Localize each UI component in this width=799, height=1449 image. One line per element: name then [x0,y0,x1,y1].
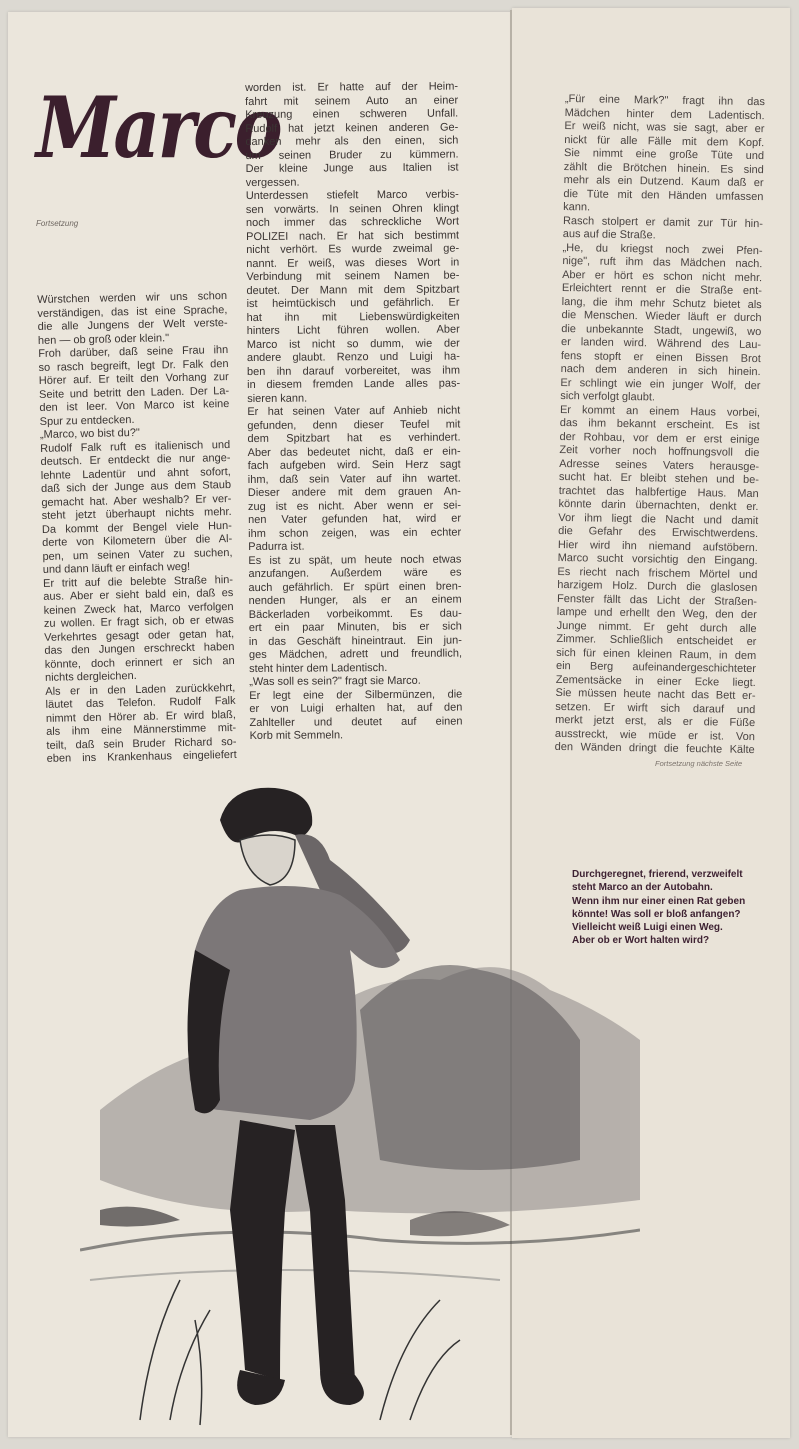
caption-line: Wenn ihm nur einer einen Rat geben [572,895,746,907]
text-line: ben ihn darauf vorbereitet, was ihm [246,364,461,378]
caption-line: Vielleicht weiß Luigi einen Weg. [572,922,723,934]
text-line: Er hat seinen Vater auf Anhieb nicht [247,404,461,418]
text-line: daß sich der Junge aus dem Staub [40,478,232,495]
text-line: um seinen Bruder zu kümmern. [245,148,459,162]
text-line: Kreuzung einen schweren Unfall. [245,107,459,121]
text-line: trachtet das halbfertige Haus. Man [558,484,759,500]
text-line: ein Berg aufeinandergeschichteter [555,659,757,676]
text-line: sich für einen kleinen Raum, in dem [556,646,757,662]
text-line: Mädchen hinter dem Ladentisch. [564,106,765,122]
text-line: Hörer auf. Er teilt den Vorhang zur [38,371,229,387]
text-line: zu wollen. Er fragt sich, ob er etwas [43,613,234,630]
text-line: auch gefährlich. Er spürt einen bren- [248,580,462,594]
text-line: „He, du kriegst noch zwei Pfen- [562,241,763,257]
text-line: POLIZEI nach. Er hat sich bestimmt [246,229,460,243]
text-line: Der kleine Junge aus Italien ist [245,161,459,175]
text-line: harzigem Holz. Durch die glaslosen [557,578,758,595]
text-line: und dann läuft er einfach weg! [42,560,191,576]
text-line: Bäckerladen vorbeikommt. Es dau- [248,607,462,621]
text-line: den Wänden dringt die feuchte Kälte [554,740,755,757]
text-line: nach dem anderen in sich hinein. [560,362,761,379]
text-line: aus. Aber er sieht bald ein, daß es [43,586,234,603]
text-line: verständigen, das ist eine Sprache, [37,303,228,320]
text-line: ert ein paar Minuten, bis er sich [248,620,462,634]
grass-strokes [140,1280,460,1425]
continuation-note: Fortsetzung nächste Seite [655,759,743,768]
text-line: sich verfolgt glaubt. [560,389,656,404]
text-line: Aber er hört es schon nicht mehr. [562,268,763,284]
text-line: könnte darin übernachten, denkt er. [558,497,759,514]
text-line: mehr als ein Dutzend. Kaum daß er [563,173,764,190]
text-line: Zementsäcke in einer Ecke liegt. [555,673,756,689]
text-line: er von Luigi erhalten hat, auf den [249,701,463,715]
text-line: Vor ihm liegt die Nacht und damit [558,511,759,527]
text-line: hinters Licht führen wollen. Aber [246,323,460,337]
text-line: „Was soll es sein?" fragt sie Marco. [249,674,421,688]
text-line: „Für eine Mark?" fragt ihn das [564,93,765,109]
text-line: nige", ruft ihm das Mädchen nach. [562,254,763,271]
text-line: hen — ob groß oder klein." [37,331,170,347]
text-line: in das Geschäft hineintraut. Ein jun- [248,633,462,648]
text-line: zählt die Brötchen hinein. Es sind [563,160,764,176]
text-line: so rasch begreift, legt Dr. Falk den [38,357,229,374]
text-line: vergessen. [245,176,300,189]
text-line: das den Jungen erschreckt haben [44,640,235,657]
text-line: sieren kann. [247,392,308,405]
text-line: Er weiß nicht, was sie sagt, aber er [564,119,765,136]
text-line: gemacht hat. Aber weshalb? Er ver- [41,492,232,509]
text-line: setzen. Er wirft sich darauf und [555,700,756,716]
text-line: andere glaubt. Renzo und Luigi ha- [246,350,460,364]
text-line: Aber das bedeutet nicht, daß er ein- [247,445,461,459]
text-line: nen Vater gefunden hat, wird er [248,512,462,526]
text-line: Marco ist nicht so dumm, wie der [246,337,460,351]
text-line: Verkehrtes gesagt oder getan hat, [44,627,235,644]
text-line: Marco sucht vorsichtig den Eingang. [557,551,758,568]
text-line: die Menschen. Wieder läuft er durch [561,308,762,325]
text-line: dem Spitzbart hat es verhindert. [247,431,461,445]
text-line: pen, um seinen Vater zu suchen, [42,546,233,563]
text-line: Seite und betritt den Laden. Der La- [38,384,230,401]
text-line: steht hinter dem Ladentisch. [249,661,388,675]
text-line: könnte, doch erinnert er sich an [44,654,235,671]
text-line: nichts dergleichen. [44,669,137,684]
text-line: aus auf die Straße. [562,227,656,242]
text-line: Rudolf Falk ruft es italienisch und [40,438,231,455]
text-line: ges Mädchen, adrett und freundlich, [248,647,463,661]
text-line: Erleichtert rennt er die Straße ent- [561,281,763,298]
text-line: die alle Jungens der Welt verste- [37,317,228,333]
text-line: fens stopft er einen Bissen Brot [560,349,761,365]
text-line: die Gefahr des Erwischtwerdens. [558,524,759,541]
text-line: ihm, daß sein Vater auf ihn wartet. [247,472,461,486]
text-line: nickt für alle Fälle mit dem Kopf. [564,133,765,149]
text-line: Zahlteller und deutet auf einen [249,714,463,729]
text-line: steht jetzt überhaupt nichts mehr. [41,505,232,522]
text-line: in diesem fremden Lande alles pas- [247,377,461,391]
text-line: Rudolf hat jetzt keinen anderen Ge- [245,121,459,135]
text-line: Es riecht nach frischem Mörtel und [557,565,758,581]
text-line: Zimmer. Schließlich entscheidet er [556,632,757,649]
text-line: sen vorwärts. In seinen Ohren klingt [245,202,459,216]
text-line: ihm schon zeigen, was ein echter [248,526,462,540]
text-line: „Marco, wo bist du?" [39,426,140,441]
text-line: die Tüte mit den Händen umfassen [563,187,764,203]
article-title: Marco [36,78,281,177]
text-line: Junge nimmt. Er geht durch alle [556,619,757,635]
text-line: die unbekannte Stadt, ungewiß, wo [561,322,762,338]
text-line: Spur zu entdecken. [39,413,135,428]
text-line: fahrt mit seinem Auto an einer [245,94,459,108]
text-line: nicht verhört. Es wurde zweimal ge- [246,242,460,256]
text-line: nenden Hunger, als er an einem [248,593,462,607]
text-line: Dieser andere mit dem grauen An- [247,485,461,499]
text-line: keinen Zweck hat, Marco verfolgen [43,600,234,617]
text-line: teilt, daß sein Bruder Richard so- [46,735,237,752]
text-line: anzufangen. Außerdem wäre es [248,566,462,580]
text-line: er landen wird. Während des Lau- [560,335,762,352]
text-line: fach aufgeben wird. Sein Herz sagt [247,458,461,472]
text-line: Sie nimmt eine große Tüte und [563,146,765,163]
text-line: Würstchen werden wir uns schon [37,290,228,306]
text-line: lang, die ihm mehr Schutz bietet als [561,295,762,311]
text-line: nannt. Er weiß, was dieses Wort in [246,256,460,270]
text-line: Sie müssen heute nacht das Bett er- [555,686,756,703]
text-line: als ihm eine Männerstimme mit- [46,721,237,738]
text-line: lehnte Ladentür und ahnt sofort, [40,465,231,482]
text-line: eben ins Krankenhaus eingeliefert [46,748,237,765]
text-column-2 [245,81,463,744]
text-line: Er kommt an einem Haus vorbei, [559,403,761,419]
text-line: noch immer das schreckliche Wort [245,215,460,229]
article-kicker: Fortsetzung [36,219,79,228]
text-line: gefunden, denn dieser Teufel mit [247,418,461,432]
text-line: ist heimtückisch und gefährlich. Er [246,296,460,310]
text-line: Es ist zu spät, um heute noch etwas [248,553,462,567]
text-line: nimmt den Hörer ab. Er wird blaß, [45,708,236,725]
boy-ink-illustration [80,780,640,1430]
text-line: sucht hat. Er bleibt stehen und be- [558,470,760,487]
text-line: lampe und erhellt den Weg, den der [556,605,757,622]
text-line: deutet. Der Mann mit dem Spitzbart [246,283,460,297]
text-line: hat ihn mit Liebenswürdigkeiten [246,310,460,324]
text-line: Froh darüber, daß seine Frau ihn [38,344,229,360]
text-line: derte von Kilometern über die Al- [42,532,233,549]
text-line: Adresse seines Vaters herausge- [559,457,760,473]
text-line: Da kommt der Bengel viele Hun- [41,519,233,536]
text-line: Verbindung mit seinem Namen be- [246,269,460,283]
text-line: das ihm bekannt erscheint. Es ist [559,416,760,433]
text-line: worden ist. Er hatte auf der Heim- [245,80,459,94]
text-line: Er schlingt wie ein junger Wolf, der [560,376,761,392]
text-line: Zeit vorher noch hoffnungsvoll die [559,443,760,460]
text-line: Er legt eine der Silbermünzen, die [249,687,463,702]
text-line: Er tritt auf die belebte Straße hin- [42,573,234,590]
text-line: deutsch. Er entdeckt die nur ange- [40,451,231,468]
text-line: kann. [563,200,591,214]
text-line: Rasch stolpert er damit zur Tür hin- [562,214,764,230]
text-line: der Rohbau, vor dem er erst einige [559,430,760,446]
caption-line: Durchgeregnet, frierend, verzweifelt [572,869,743,880]
text-line: Padurra ist. [248,540,305,553]
text-line: Fenster fällt das Licht der Straßen- [556,592,758,608]
caption-line: könnte! Was soll er bloß anfangen? [572,908,741,920]
text-line: ausstreckt, wie müde er ist. Von [554,727,756,743]
text-line: Unterdessen stiefelt Marco verbis- [245,188,459,202]
text-column-3 [555,93,765,758]
text-line: danken mehr als den einen, sich [245,134,459,148]
text-column-1 [37,290,237,766]
text-line: merkt jetzt erst, als er die Füße [555,713,756,730]
caption-line: Aber ob er Wort halten wird? [572,935,710,947]
text-line: den ist leer. Von Marco ist keine [39,397,230,414]
text-line: läutet das Telefon. Rudolf Falk [45,694,236,711]
text-line: Korb mit Semmeln. [249,729,344,742]
caption-line: steht Marco an der Autobahn. [572,882,713,894]
text-line: Als er in den Laden zurückkehrt, [45,681,236,698]
landscape-wash [80,965,640,1280]
text-line: Hier wird ihn niemand aufstöbern. [557,538,758,554]
text-line: zug ist es nicht. Aber wenn er sei- [247,499,462,513]
